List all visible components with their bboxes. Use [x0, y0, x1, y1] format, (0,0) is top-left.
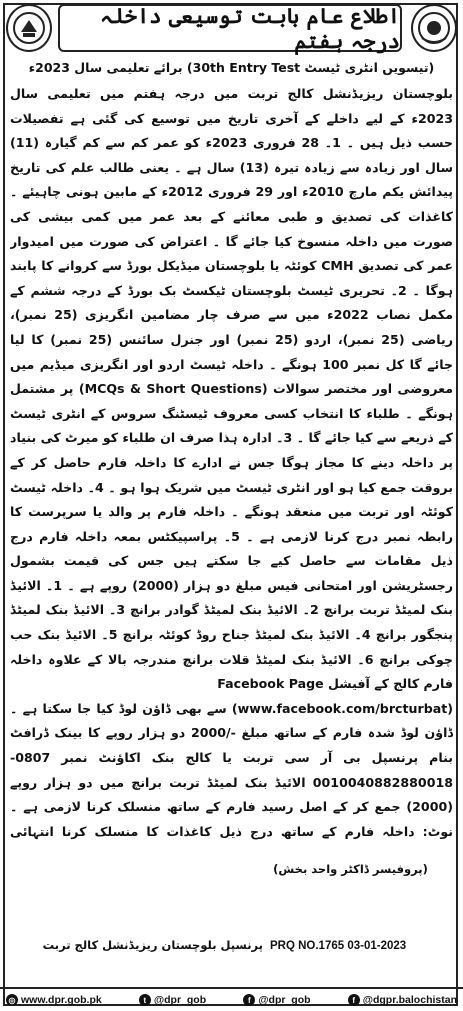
college-seal-icon [11, 10, 47, 46]
prq-number: PRQ NO.1765 03-01-2023 [270, 940, 407, 952]
notice-title: اطلاع عام بابت توسیعی داخلہ درجہ ہفتم [58, 4, 402, 52]
college-logo [6, 4, 52, 52]
footer-label: @dpr_gob [153, 994, 207, 1006]
twitter-icon: t [139, 994, 151, 1006]
facebook-icon: f [243, 994, 255, 1006]
government-seal [411, 4, 457, 52]
notice-body [10, 82, 453, 842]
government-seal-icon [416, 10, 452, 46]
footer-label: @dpr_gob [258, 994, 311, 1006]
globe-icon: ◎ [6, 994, 18, 1006]
footer-item-website[interactable] [6, 994, 102, 1006]
footer-item-facebook-dgpr[interactable] [348, 994, 457, 1006]
body-paragraph: بلوچستان ریزیڈنشل کالج تربت میں درجہ ہفتم میں تعلیمی سال 2023ء کے لیے داخلے کے آخری تاریخ میں توسیع کی گئی ہے تفصیلات حسب ذیل ہیں ۔ 1۔ 28 فروری 2023ء کو عمر کم سے کم گیارہ (11) سال اور زیادہ سے زیادہ تیرہ (13) سال ہے ۔ یعنی طالب علم کی تاریخ پیدائش یکم مارچ 2010ء اور 29 فروری 2012ء کے مابین ہونی چاہیئے ۔ کاغذات کی تصدیق و طبی معائنے کے بعد عمر میں کمی بیشی کی صورت میں داخلہ منسوخ کیا جائے گا ۔ اعتراض کی صورت میں امیدوار عمر کی تصدیق CMH کوئٹہ یا بلوچستان میڈیکل بورڈ سے کروانے کا پابند ہوگا ۔ 2۔ تحریری ٹیسٹ بلوچستان ٹیکسٹ بک بورڈ کے درجہ ششم کے مکمل نصاب 2022ء میں سے صرف چار مضامین انگریزی (25 نمبر)، ریاضی (25 نمبر)، اردو (25 نمبر) اور جنرل سائنس (25 نمبر) کا لیا جائے گا کل نمبر 100 ہونگے ۔ داخلہ ٹیسٹ اردو اور انگریزی میڈیم میں معروضی اور مختصر سوالات (MCQs & Short Questions) پر مشتمل ہونگے ۔ طلباء کا انتخاب کسی معروف ٹیسٹنگ سروس کے انٹری ٹیسٹ کے ذریعے سے کیا جائے گا ۔ 3۔ ادارہ ہذا صرف ان طلباء کو میرٹ کی بنیاد پر داخلہ دینے کا مجاز ہوگا جس نے ادارے کا داخلہ فارم حاصل کر کے بروقت جمع کیا ہو اور انٹری ٹیسٹ میں شریک ہوا ہو ۔ 4۔ داخلہ ٹیسٹ کوئٹہ اور تربت میں منعقد ہونگے ۔ داخلہ فارم پر والد یا سرپرست کا رابطہ نمبر درج کرنا لازمی ہے ۔ 5۔ پراسپیکٹس بمعہ داخلہ فارم درج ذیل مقامات سے حاصل کیے جا سکتے ہیں جس کی قیمت بشمول رجسٹریشن اور امتحانی فیس مبلغ دو ہزار (2000) روپے ہے ۔ 1۔ الائیڈ بنک لمیٹڈ تربت برانچ 2۔ الائیڈ بنک لمیٹڈ گوادر برانچ 3۔ الائیڈ بنک لمیٹڈ پنجگور برانچ 4۔ الائیڈ بنک لمیٹڈ جناح روڈ کوئٹہ برانچ 5۔ الائیڈ بنک حب چوکی برانچ 6۔ الائیڈ بنک لمیٹڈ قلات برانچ مندرجہ بالا کے علاوہ داخلہ فارم کالج کے آفیشل Facebook Page [10, 86, 453, 692]
footer-label: @dgpr.balochistan [362, 994, 457, 1006]
footer-item-twitter[interactable] [139, 994, 206, 1006]
footer-item-facebook[interactable] [243, 994, 310, 1006]
signatory-name: (پروفیسر ڈاکٹر واحد بخش) [273, 862, 428, 876]
signature-block [250, 862, 451, 886]
body-paragraph: (www.facebook.com/brcturbat) سے بھی ڈاؤن لوڈ کیا جا سکتا ہے ۔ ڈاؤن لوڈ شدہ فارم کے ساتھ مبلغ -/2000 دو ہزار روپے کا بینک ڈرافٹ بنام پرنسپل بی آر سی تربت یا کالج بنک اکاؤنٹ نمبر 0807-0010040882880018 الائیڈ بنک لمیٹڈ تربت برانچ میں دو ہزار روپے (2000) جمع کر کے اصل رسید فارم کے ساتھ منسلک کرنا لازمی ہے ۔ نوٹ: داخلہ فارم کے ساتھ درج ذیل کاغذات کا منسلک کرنا انتہائی [10, 700, 453, 839]
footer-bar [0, 987, 463, 1011]
footer-label: www.dpr.gob.pk [21, 994, 102, 1006]
notice-subtitle: (تیسویں انٹری ٹیسٹ 30th Entry Test) برائے تعلیمی سال 2023ء [28, 60, 435, 75]
signatory-designation: پرنسپل بلوچستان ریزیڈنشل کالج تربت [42, 938, 263, 952]
facebook-icon: f [348, 994, 360, 1006]
notice-header [0, 0, 463, 58]
